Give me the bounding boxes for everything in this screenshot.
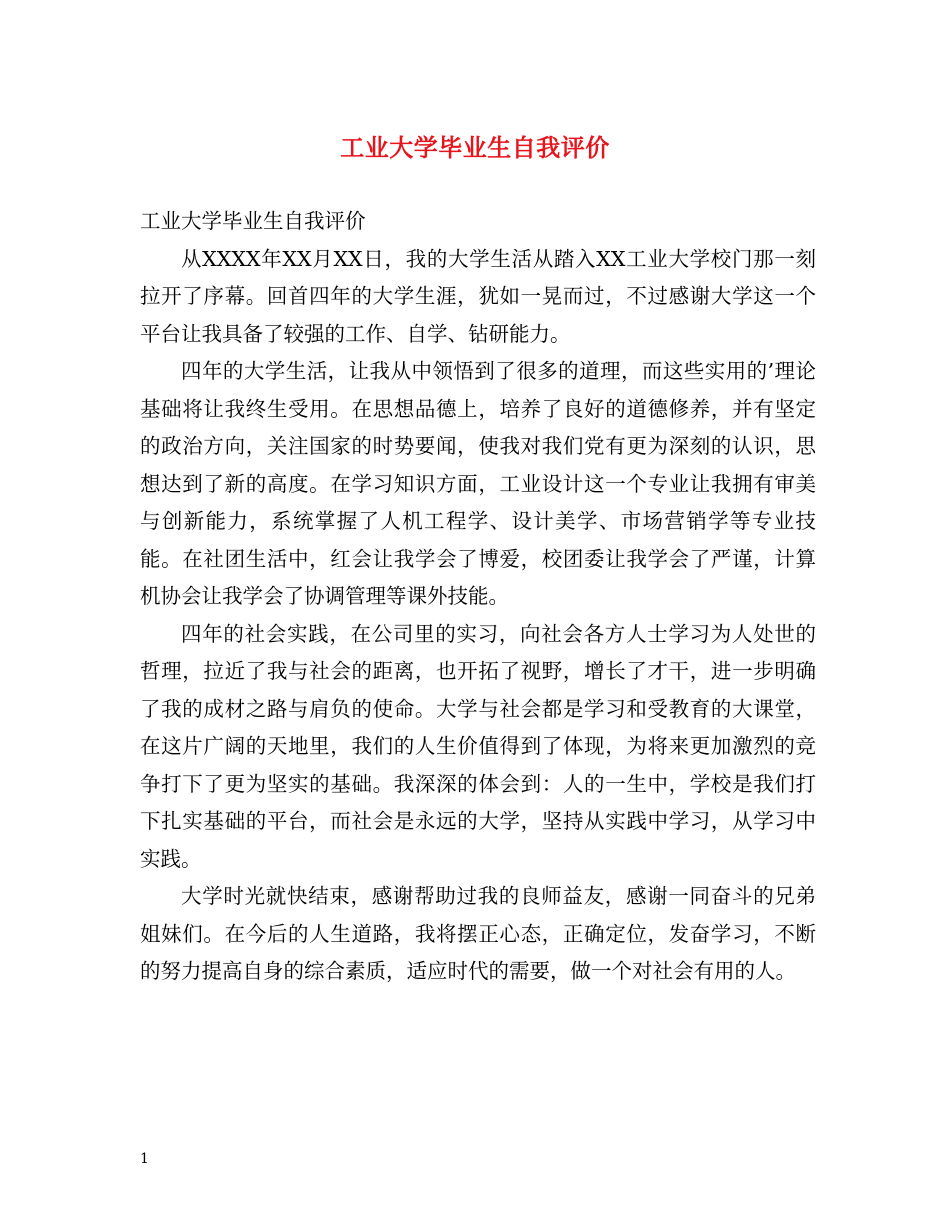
paragraph-4: 大学时光就快结束，感谢帮助过我的良师益友，感谢一同奋斗的兄弟姐妹们。在今后的人生道路，我将摆正心态，正确定位，发奋学习，不断的努力提高自身的综合素质，适应时代的需要，做一个对社会有用的人。 — [140, 884, 816, 983]
paragraph-3: 四年的社会实践，在公司里的实习，向社会各方人士学习为人处世的哲理，拉近了我与社会的距离，也开拓了视野，增长了才干，进一步明确了我的成材之路与肩负的使命。大学与社会都是学习和受教育的大课堂，在这片广阔的天地里，我们的人生价值得到了体现，为将来更加激烈的竞争打下了更为坚实的基础。我深深的体会到：人的一生中，学校是我们打下扎实基础的平台，而社会是永远的大学，坚持从实践中学习，从学习中实践。 — [140, 621, 816, 871]
page-number: 1 — [140, 1151, 149, 1167]
paragraph-2: 四年的大学生活，让我从中领悟到了很多的道理，而这些实用的’理论基础将让我终生受用。在思想品德上，培养了良好的道德修养，并有坚定的政治方向，关注国家的时势要闻，使我对我们党有更为深刻的认识，思想达到了新的高度。在学习知识方面，工业设计这一个专业让我拥有审美与创新能力，系统掌握了人机工程学、设计美学、市场营销学等专业技能。在社团生活中，红会让我学会了博爱，校团委让我学会了严谨，计算机协会让我学会了协调管理等课外技能。 — [140, 359, 816, 608]
document-subtitle-line: 工业大学毕业生自我评价 — [140, 209, 366, 233]
document-title: 工业大学毕业生自我评价 — [340, 133, 610, 162]
paragraph-1: 从XXXX年XX月XX日，我的大学生活从踏入XX工业大学校门那一刻拉开了序幕。回首四年的大学生涯，犹如一晃而过，不过感谢大学这一个平台让我具备了较强的工作、自学、钻研能力。 — [140, 246, 816, 346]
document-body — [140, 203, 816, 991]
